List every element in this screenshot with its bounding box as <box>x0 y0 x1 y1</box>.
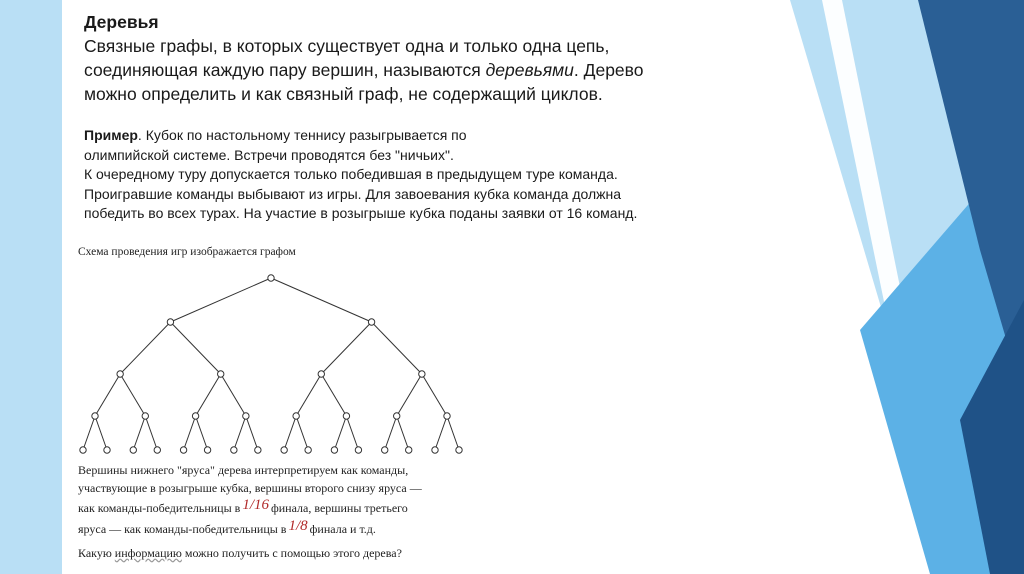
tree-vertex <box>130 447 136 453</box>
tree-edge <box>271 278 372 322</box>
tree-edge <box>321 322 371 374</box>
definition-line-1: Связные графы, в которых существует одна и только одна цепь, <box>84 36 610 56</box>
left-light-blue-band <box>0 0 62 574</box>
tree-vertex <box>444 413 450 419</box>
tree-edge <box>120 322 170 374</box>
note-line-3 <box>78 497 498 518</box>
tree-edge <box>145 416 157 450</box>
tree-interpretation-note <box>78 462 498 538</box>
note-line-4 <box>78 518 498 539</box>
fraction-1-16: 1/16 <box>242 497 269 513</box>
slide-title: Деревья <box>84 12 159 32</box>
tree-edge <box>95 416 107 450</box>
example-line-4: Проигравшие команды выбывают из игры. Для завоевания кубка команда должна <box>84 185 622 202</box>
question-text: можно получить с помощью этого дерева? <box>181 546 402 560</box>
tree-vertex <box>318 371 324 377</box>
note-text: финала и т.д. <box>309 521 376 536</box>
note-line-2: участвующие в розыгрыше кубка, вершины второго снизу яруса — <box>78 480 422 495</box>
question-text: Какую <box>78 546 115 560</box>
tree-edge <box>246 416 258 450</box>
definition-text: . Дерево <box>573 60 644 80</box>
tree-vertex <box>243 413 249 419</box>
tree-edge <box>170 278 271 322</box>
tree-vertex <box>368 319 374 325</box>
note-text: как команды-победительницы в <box>78 501 241 515</box>
tree-edge <box>296 416 308 450</box>
tree-vertex <box>204 447 210 453</box>
tree-edge <box>422 374 447 416</box>
term-trees: деревьями <box>485 60 574 80</box>
tree-vertex <box>432 447 438 453</box>
example-label: Пример <box>84 127 138 143</box>
example-block <box>84 126 784 224</box>
example-line-5: победить во всех турах. На участие в розыгрыше кубка поданы заявки от 16 команд. <box>84 205 638 221</box>
tree-vertex <box>231 447 237 453</box>
tree-vertex <box>268 275 274 281</box>
tree-edge <box>321 374 346 416</box>
tree-edge <box>170 322 220 374</box>
tree-vertex <box>117 371 123 377</box>
tree-edge <box>83 416 95 450</box>
question-line <box>78 546 402 561</box>
tree-vertex <box>167 319 173 325</box>
tree-edge <box>334 416 346 450</box>
fraction-1-8: 1/8 <box>288 517 308 534</box>
tree-vertex <box>305 447 311 453</box>
tree-vertex <box>382 447 388 453</box>
tree-edge <box>385 416 397 450</box>
tree-edge <box>447 416 459 450</box>
definition-line-3: можно определить и как связный граф, не содержащий циклов. <box>84 84 603 104</box>
note-text: яруса — как команды-победительницы в <box>78 521 287 536</box>
definition-line-2 <box>84 58 784 82</box>
note-line-1: Вершины нижнего "яруса" дерева интерпретируем как команды, <box>78 463 409 477</box>
tree-vertex <box>355 447 361 453</box>
tree-edge <box>435 416 447 450</box>
tree-vertex <box>419 371 425 377</box>
tree-vertex <box>154 447 160 453</box>
tree-edge <box>397 374 422 416</box>
tree-edge <box>397 416 409 450</box>
tree-vertex <box>293 413 299 419</box>
question-underlined-word: информацию <box>114 546 182 560</box>
tree-vertex <box>394 413 400 419</box>
tree-vertex <box>255 447 261 453</box>
tree-vertex <box>192 413 198 419</box>
example-line-3: К очередному туру допускается только победившая в предыдущем туре команда. <box>84 166 618 182</box>
tree-vertex <box>281 447 287 453</box>
tree-vertex <box>331 447 337 453</box>
tree-vertex <box>142 413 148 419</box>
tree-vertex <box>180 447 186 453</box>
tree-edge <box>372 322 422 374</box>
tree-vertex <box>104 447 110 453</box>
example-line-2: олимпийской системе. Встречи проводятся без "ничьих". <box>84 146 454 163</box>
tree-edge <box>120 374 145 416</box>
tree-vertex <box>92 413 98 419</box>
left-white-sliver <box>62 0 70 574</box>
tournament-tree-graph <box>76 260 476 460</box>
example-line-1 <box>84 126 784 146</box>
tree-edge <box>196 374 221 416</box>
definition-text: соединяющая каждую пару вершин, называются <box>84 60 486 80</box>
tree-edge <box>95 374 120 416</box>
tree-vertex <box>343 413 349 419</box>
tree-edge <box>234 416 246 450</box>
tree-edge <box>221 374 246 416</box>
tree-edge <box>133 416 145 450</box>
tree-edge <box>196 416 208 450</box>
tree-vertex <box>80 447 86 453</box>
tree-edge <box>346 416 358 450</box>
note-text: финала, вершины третьего <box>270 501 408 515</box>
example-text: . Кубок по настольному теннису разыгрывается по <box>137 127 467 143</box>
tree-vertex <box>406 447 412 453</box>
tree-vertex <box>218 371 224 377</box>
tree-edge <box>284 416 296 450</box>
title-block <box>84 10 784 106</box>
graph-caption: Схема проведения игр изображается графом <box>78 246 296 258</box>
tree-vertex <box>456 447 462 453</box>
tree-edge <box>184 416 196 450</box>
tree-edge <box>296 374 321 416</box>
